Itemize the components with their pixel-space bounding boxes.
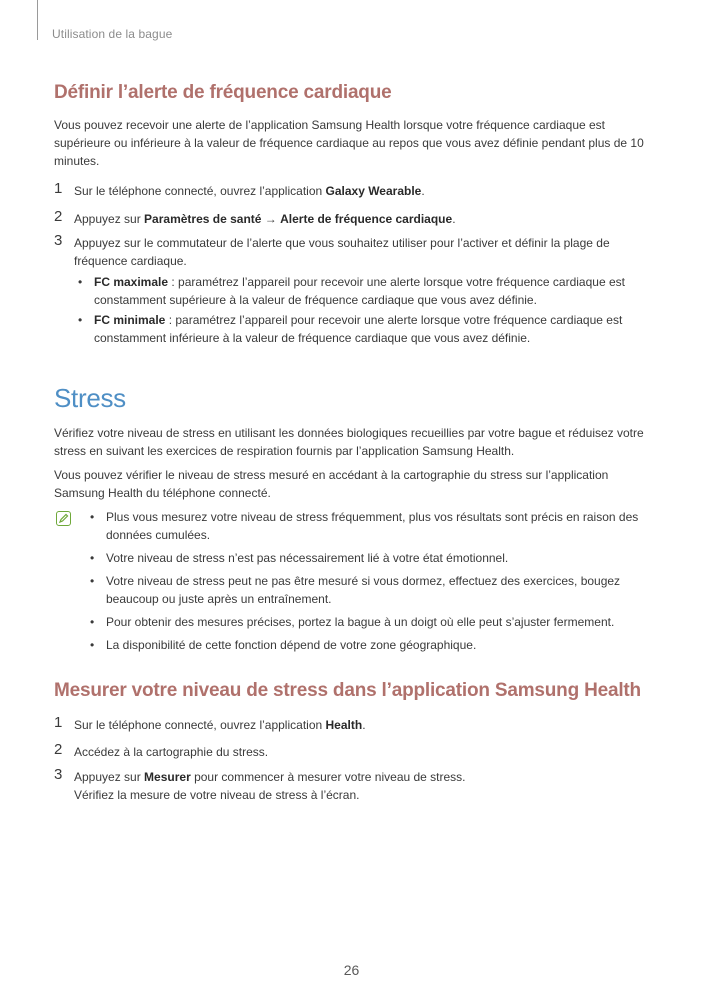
sub-item-max-hr [74,273,646,309]
measure-stress-heading: Mesurer votre niveau de stress dans l’application Samsung Health [54,680,641,701]
bullet: • [90,638,95,652]
note-item [86,572,646,608]
step-number: 3 [54,232,63,249]
note-text: Votre niveau de stress n’est pas nécessairement lié à votre état émotionnel. [106,551,509,565]
sub-item-min-hr [74,311,646,347]
step-bold: Health [325,718,363,732]
step-text: Sur le téléphone connecté, ouvrez l’application [74,184,326,198]
step-number: 1 [54,180,63,197]
note-pencil-icon [56,511,71,526]
page-number: 26 [343,962,360,978]
step-bold: Mesurer [144,770,191,784]
step-1 [54,182,646,200]
sub-item-label: FC maximale [94,275,169,289]
bullet: • [90,551,95,565]
stress-para-2: Vous pouvez vérifier le niveau de stress mesuré en accédant à la cartographie du stress sur l’application Samsung Health du téléphone connecté. [54,468,609,500]
notes-block [54,508,646,654]
bullet: • [90,615,95,629]
bullet: • [78,313,83,327]
step-number: 2 [54,741,63,758]
note-text: Plus vous mesurez votre niveau de stress fréquemment, plus vos résultats sont précis en raison des données cumulées. [106,510,639,542]
running-header: Utilisation de la bague [52,27,173,41]
step-number: 2 [54,208,63,225]
note-item [86,549,646,567]
heart-rate-alert-heading: Définir l’alerte de fréquence cardiaque [54,82,392,103]
header-rule [37,0,38,40]
note-text: Pour obtenir des mesures précises, portez la bague à un doigt où elle peut s’ajuster fermement. [106,615,615,629]
step-3 [54,768,646,804]
stress-para-1: Vérifiez votre niveau de stress en utilisant les données biologiques recueillies par votre bague et réduisez votre stress en suivant les exercices de respiration fournis par l’application Samsung Health. [54,426,644,458]
step-end: . [452,212,456,226]
step-text: Sur le téléphone connecté, ouvrez l’application [74,718,326,732]
step-bold-2: Alerte de fréquence cardiaque [280,212,453,226]
step-end: . [421,184,425,198]
sub-item-text: : paramétrez l’appareil pour recevoir une alerte lorsque votre fréquence cardiaque est constamment inférieure à la valeur de fréquence cardiaque que vous avez définie. [94,313,623,345]
stress-heading: Stress [54,383,126,413]
step-line-2: Vérifiez la mesure de votre niveau de stress à l’écran. [74,788,360,802]
step-end: . [362,718,366,732]
step-text: Appuyez sur [74,212,145,226]
note-text: Votre niveau de stress peut ne pas être mesuré si vous dormez, effectuez des exercices, bougez beaucoup ou juste après un entraînement. [106,574,621,606]
right-arrow-icon: → [261,212,281,226]
page-content [54,82,646,804]
step-text: Appuyez sur le commutateur de l’alerte que vous souhaitez utiliser pour l’activer et définir la plage de fréquence cardiaque. [74,236,610,268]
step-number: 1 [54,714,63,731]
step-text: Appuyez sur [74,770,145,784]
sub-item-label: FC minimale [94,313,166,327]
bullet: • [78,275,83,289]
step-2 [54,743,646,761]
step-end: pour commencer à mesurer votre niveau de stress. [190,770,466,784]
step-number: 3 [54,766,63,783]
step-text: Accédez à la cartographie du stress. [74,745,269,759]
step-bold: Paramètres de santé [144,212,262,226]
note-item [86,613,646,631]
heart-rate-alert-intro: Vous pouvez recevoir une alerte de l’application Samsung Health lorsque votre fréquence cardiaque est supérieure ou inférieure à la valeur de fréquence cardiaque au repos que vous avez définie pendant plus de 10 minutes. [54,118,644,168]
sub-item-text: : paramétrez l’appareil pour recevoir une alerte lorsque votre fréquence cardiaque est constamment supérieure à la valeur de fréquence cardiaque que vous avez définie. [94,275,625,307]
step-1 [54,716,646,734]
bullet: • [90,574,95,588]
step-bold: Galaxy Wearable [325,184,422,198]
note-item [86,636,646,654]
note-item [86,508,646,544]
step-3 [54,234,646,270]
bullet: • [90,510,95,524]
note-text: La disponibilité de cette fonction dépend de votre zone géographique. [106,638,477,652]
step-2 [54,210,646,228]
